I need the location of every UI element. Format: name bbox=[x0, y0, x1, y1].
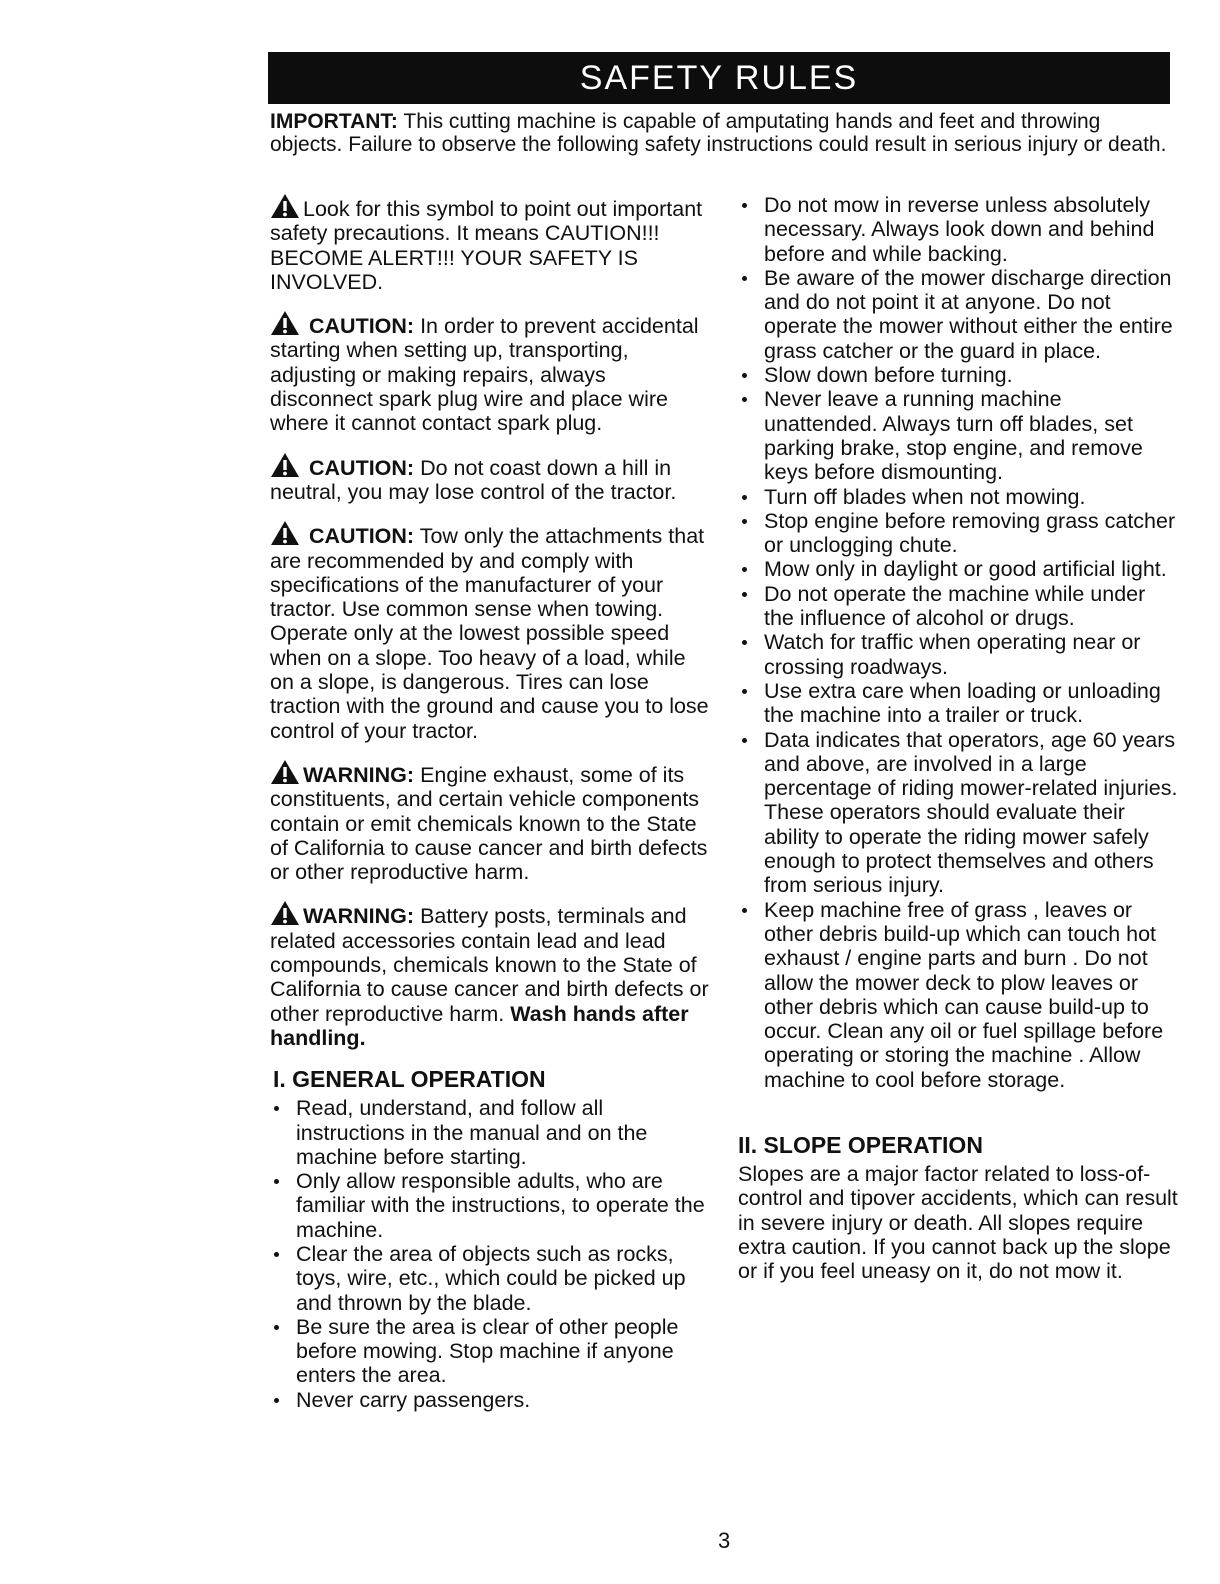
list-item-text: Do not operate the machine while under the influence of alcohol or drugs. bbox=[764, 581, 1146, 631]
left-column bbox=[270, 193, 710, 1412]
list-item bbox=[270, 1242, 710, 1315]
intro-paragraph bbox=[270, 110, 1170, 156]
intro-text: This cutting machine is capable of amputating hands and feet and throwing objects. Failure to observe the following safety instructions could result in serious injury or death. bbox=[270, 110, 1167, 156]
list-item-text: Read, understand, and follow all instructions in the manual and on the machine before starting. bbox=[296, 1096, 648, 1169]
list-item-text: Keep machine free of grass , leaves or other debris build-up which can touch hot exhaust / engine parts and burn . Do not allow the mower deck to plow leaves or other debris which can cause build-up to occur. Clean any oil or fuel spillage before operating or storing the machine . Allow machine to cool before storage. bbox=[764, 897, 1164, 1092]
list-item bbox=[738, 557, 1178, 581]
list-item-text: Use extra care when loading or unloading the machine into a trailer or truck. bbox=[764, 678, 1161, 728]
list-item bbox=[738, 387, 1178, 484]
list-item-text: Data indicates that operators, age 60 years and above, are involved in a large percentage of riding mower-related injuries. These operators should evaluate their ability to operate the riding mower safely enough to protect themselves and others from serious injury. bbox=[764, 727, 1178, 898]
list-item-text: Mow only in daylight or good artificial light. bbox=[764, 557, 1167, 582]
bullet-icon bbox=[742, 519, 747, 524]
list-item-text: Do not mow in reverse unless absolutely necessary. Always look down and behind before and while backing. bbox=[764, 193, 1155, 266]
caution-text: Do not coast down a hill in neutral, you may lose control of the tractor. bbox=[270, 455, 677, 504]
list-item bbox=[270, 1096, 710, 1169]
list-item bbox=[738, 630, 1178, 679]
bullet-icon bbox=[274, 1179, 279, 1184]
list-item bbox=[738, 582, 1178, 631]
list-item bbox=[738, 193, 1178, 266]
warning-text: Battery posts, terminals and related accessories contain lead and lead compounds, chemicals known to the State of California to cause cancer and birth defects or other reproductive harm. bbox=[270, 904, 709, 1026]
bullet-icon bbox=[742, 592, 747, 597]
general-operation-list-continued bbox=[738, 193, 1178, 1092]
bullet-icon bbox=[274, 1106, 279, 1111]
bullet-icon bbox=[274, 1398, 279, 1403]
list-item-text: Never leave a running machine unattended. Always turn off blades, set parking brake, stop engine, and remove keys before dismounting. bbox=[764, 387, 1143, 485]
list-item bbox=[738, 898, 1178, 1092]
list-item-text: Clear the area of objects such as rocks, toys, wire, etc., which could be picked up and thrown by the blade. bbox=[296, 1241, 686, 1315]
caution-label: CAUTION: bbox=[308, 524, 415, 549]
right-column bbox=[738, 193, 1178, 1299]
bullet-icon bbox=[274, 1325, 279, 1330]
list-item bbox=[738, 728, 1178, 898]
warning-text: Engine exhaust, some of its constituents, and certain vehicle components contain or emit chemicals known to the State of California to cause cancer and birth defects or other reproductive harm. bbox=[270, 762, 708, 885]
warning-exhaust bbox=[270, 759, 710, 884]
list-item bbox=[738, 679, 1178, 728]
slope-operation-text: Slopes are a major factor related to loss-of-control and tipover accidents, which can result in severe injury or death. All slopes require extra caution. If you cannot back up the slope or if you feel uneasy on it, do not mow it. bbox=[738, 1161, 1178, 1284]
bullet-icon bbox=[274, 1252, 279, 1257]
list-item-text: Stop engine before removing grass catcher or unclogging chute. bbox=[764, 508, 1176, 558]
list-item bbox=[738, 266, 1178, 363]
caution-label: CAUTION: bbox=[308, 455, 415, 480]
warning-triangle-icon bbox=[270, 759, 300, 785]
warning-label: WARNING: bbox=[303, 762, 415, 787]
list-item-text: Turn off blades when not mowing. bbox=[764, 484, 1086, 509]
bullet-icon bbox=[742, 640, 747, 645]
list-item-text: Only allow responsible adults, who are familiar with the instructions, to operate the machine. bbox=[296, 1169, 705, 1242]
warning-triangle-icon bbox=[270, 310, 300, 336]
caution-towing bbox=[270, 520, 710, 743]
bullet-icon bbox=[742, 908, 747, 913]
warning-label: WARNING: bbox=[303, 904, 415, 929]
warning-battery bbox=[270, 900, 710, 1050]
list-item-text: Watch for traffic when operating near or crossing roadways. bbox=[764, 630, 1141, 679]
warning-triangle-icon bbox=[270, 193, 300, 219]
bullet-icon bbox=[742, 495, 747, 500]
intro-label: IMPORTANT: bbox=[270, 110, 398, 133]
list-item-text: Never carry passengers. bbox=[296, 1387, 531, 1412]
list-item bbox=[738, 485, 1178, 509]
caution-spark-plug bbox=[270, 310, 710, 435]
warning-triangle-icon bbox=[270, 520, 300, 546]
caution-text: In order to prevent accidental starting when setting up, transporting, adjusting or making repairs, always disconnect spark plug wire and place wire where it cannot contact spark plug. bbox=[270, 314, 699, 436]
section-banner bbox=[268, 52, 1170, 104]
list-item bbox=[270, 1388, 710, 1412]
page-title: SAFETY RULES bbox=[579, 58, 859, 97]
list-item bbox=[270, 1169, 710, 1242]
symbol-note bbox=[270, 193, 710, 294]
bullet-icon bbox=[742, 689, 747, 694]
list-item bbox=[738, 363, 1178, 387]
caution-text: Tow only the attachments that are recommended by and comply with specifications of the manufacturer of your tractor. Use common sense when towing. Operate only at the lowest possible speed when on a slope. Too heavy of a load, while on a slope, is dangerous. Tires can lose traction with the ground and cause you to lose control of your tractor. bbox=[270, 524, 709, 743]
general-operation-list bbox=[270, 1096, 710, 1412]
bullet-icon bbox=[742, 738, 747, 743]
symbol-note-text: Look for this symbol to point out important safety precautions. It means CAUTION!!! BECOME ALERT!!! YOUR SAFETY IS INVOLVED. bbox=[270, 197, 703, 294]
caution-label: CAUTION: bbox=[308, 314, 415, 339]
warning-triangle-icon bbox=[270, 900, 300, 926]
general-operation-heading: I. GENERAL OPERATION bbox=[273, 1066, 546, 1093]
slope-operation-heading: II. SLOPE OPERATION bbox=[738, 1131, 983, 1158]
bullet-icon bbox=[742, 567, 747, 572]
list-item-text: Be aware of the mower discharge direction and do not point it at anyone. Do not operate the mower without either the entire grass catcher or the guard in place. bbox=[764, 265, 1173, 363]
bullet-icon bbox=[742, 397, 747, 402]
bullet-icon bbox=[742, 276, 747, 281]
caution-coasting bbox=[270, 452, 710, 505]
warning-triangle-icon bbox=[270, 452, 300, 478]
list-item-text: Slow down before turning. bbox=[764, 363, 1013, 388]
bullet-icon bbox=[742, 203, 747, 208]
list-item-text: Be sure the area is clear of other people before mowing. Stop machine if anyone enters the area. bbox=[296, 1314, 679, 1388]
list-item bbox=[270, 1315, 710, 1388]
list-item bbox=[738, 509, 1178, 558]
bullet-icon bbox=[742, 373, 747, 378]
page-number: 3 bbox=[718, 1528, 731, 1553]
wash-hands-emphasis: Wash hands after handling. bbox=[270, 1001, 689, 1050]
